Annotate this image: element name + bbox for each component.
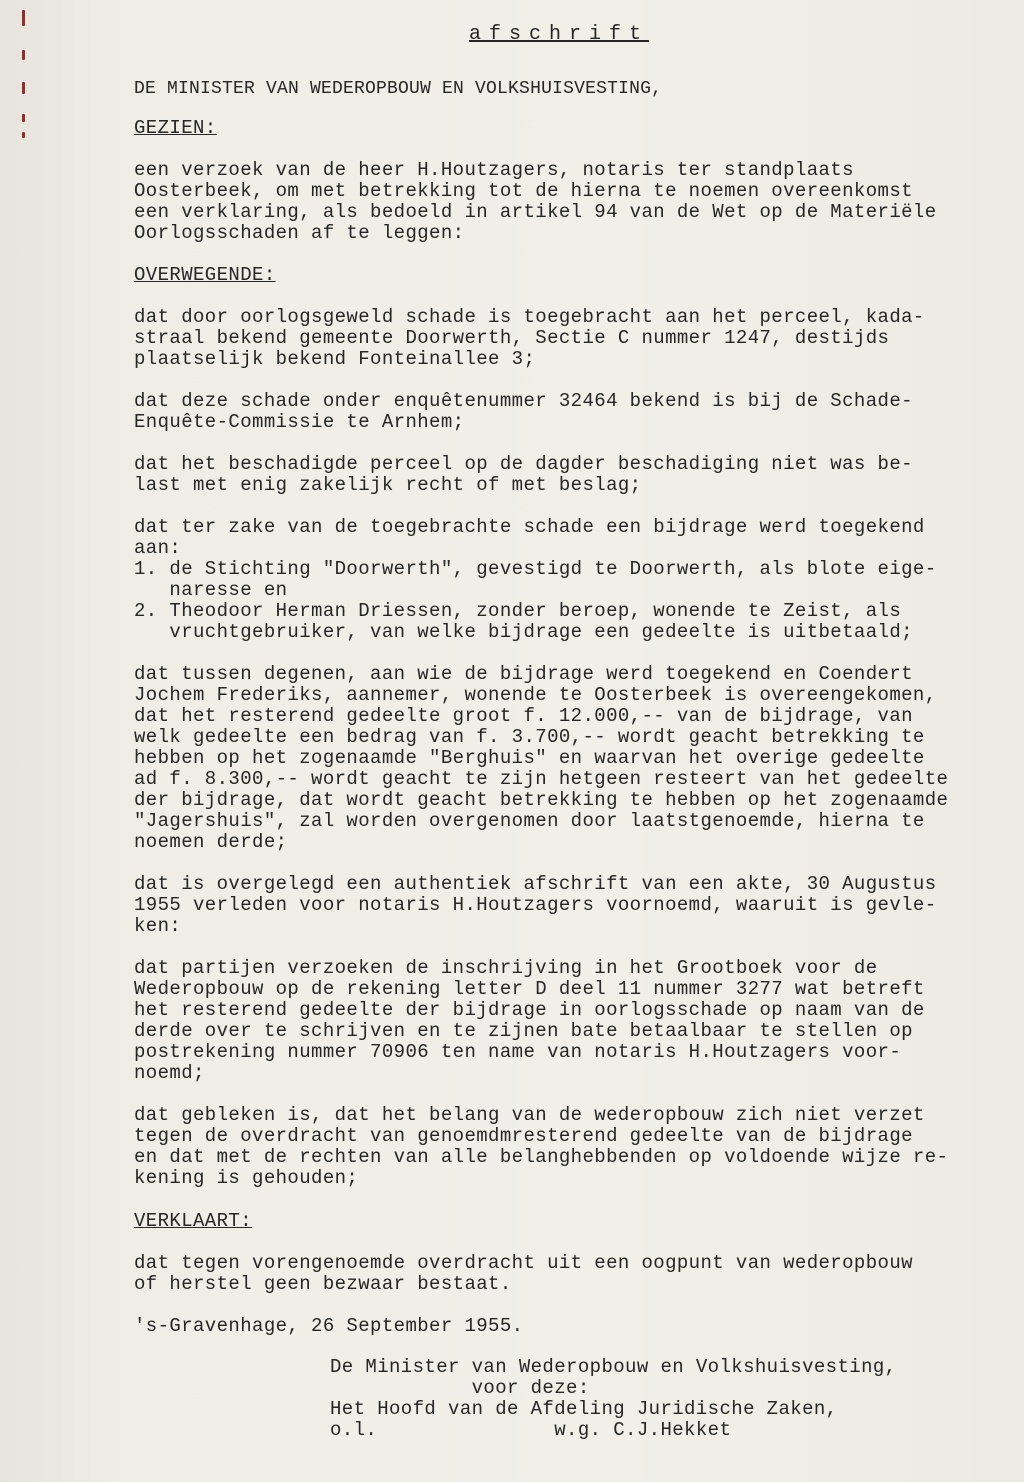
paragraph-7: dat partijen verzoeken de inschrijving in het Grootboek voor de Wederopbouw op de rekening letter D deel 11 nummer 3277 wat betreft het resterend gedeelte der bijdrage in oorlogsschade op naam van de derde over te schrijven en te zijnen bate betaalbaar te stellen op postrekening nummer 70906 ten name van notaris H.Houtzagers voor- noemd; xyxy=(134,957,925,1084)
document-body xyxy=(134,24,994,1441)
verklaart-label: VERKLAART: xyxy=(134,1210,253,1232)
overwegende-label: OVERWEGENDE: xyxy=(134,264,276,286)
margin-mark xyxy=(22,132,25,138)
verklaart-text: dat tegen vorengenoemde overdracht uit een oogpunt van wederopbouw of herstel geen bezwaar bestaat. xyxy=(134,1252,913,1295)
paragraph-5: dat tussen degenen, aan wie de bijdrage werd toegekend en Coendert Jochem Frederiks, aannemer, wonende te Oosterbeek is overeengekomen, dat het resterend gedeelte groot f. 12.000,-- van de bijdrage, van welk gedeelte een bedrag van f. 3.700,-- wordt geacht betrekking te hebben op het zogenaamde "Berghuis" en waarvan het overige gedeelte ad f. 8.300,-- wordt geacht te zijn hetgeen resteert van het gedeelte der bijdrage, dat wordt geacht betrekking te hebben op het zogenaamde "Jagershuis", zal worden overgenomen door laatstgenoemde, hierna te noemen derde; xyxy=(134,663,949,853)
paragraph-4: dat ter zake van de toegebrachte schade een bijdrage werd toegekend aan: 1. de Stichting "Doorwerth", gevestigd te Doorwerth, als blote eige- naresse en 2. Theodoor Herman Driessen, zonder beroep, wonende te Zeist, als vruchtgebruiker, van welke bijdrage een gedeelte is uitbetaald; xyxy=(134,516,937,643)
document-heading: afschrift xyxy=(468,23,650,46)
gezien-text: een verzoek van de heer H.Houtzagers, notaris ter standplaats Oosterbeek, om met betrekking tot de hierna te noemen overeenkomst een verklaring, als bedoeld in artikel 94 van de Wet op de Materiële Oorlogsschaden af te leggen: xyxy=(134,159,937,244)
paragraph-3: dat het beschadigde perceel op de dagder beschadiging niet was be- last met enig zakelijk recht of met beslag; xyxy=(134,453,913,496)
margin-mark xyxy=(22,114,25,122)
margin-mark xyxy=(22,10,25,26)
minister-line: DE MINISTER VAN WEDEROPBOUW EN VOLKSHUISVESTING, xyxy=(134,79,663,99)
margin-marks xyxy=(22,10,28,140)
paragraph-2: dat deze schade onder enquêtenummer 32464 bekend is bij de Schade- Enquête-Commissie te Arnhem; xyxy=(134,390,913,433)
paragraph-1: dat door oorlogsgeweld schade is toegebracht aan het perceel, kada- straal bekend gemeente Doorwerth, Sectie C nummer 1247, destijds plaatselijk bekend Fonteinallee 3; xyxy=(134,306,925,370)
margin-mark xyxy=(22,82,25,94)
paragraph-6: dat is overgelegd een authentiek afschrift van een akte, 30 Augustus 1955 verleden voor notaris H.Houtzagers voornoemd, waaruit is gevle- ken: xyxy=(134,873,937,937)
gezien-label: GEZIEN: xyxy=(134,117,217,139)
paragraph-8: dat gebleken is, dat het belang van de wederopbouw zich niet verzet tegen de overdracht van genoemdmresterend gedeelte van de bijdrage en dat met de rechten van alle belanghebbenden op voldoende wijze re- kening is gehouden; xyxy=(134,1104,949,1189)
signature-block: De Minister van Wederopbouw en Volkshuisvesting, voor deze: Het Hoofd van de Afdeling Juridische Zaken, o.l. w.g. C.J.Hekket xyxy=(330,1356,897,1441)
margin-mark xyxy=(22,50,25,60)
place-date: 's-Gravenhage, 26 September 1955. xyxy=(134,1315,524,1337)
